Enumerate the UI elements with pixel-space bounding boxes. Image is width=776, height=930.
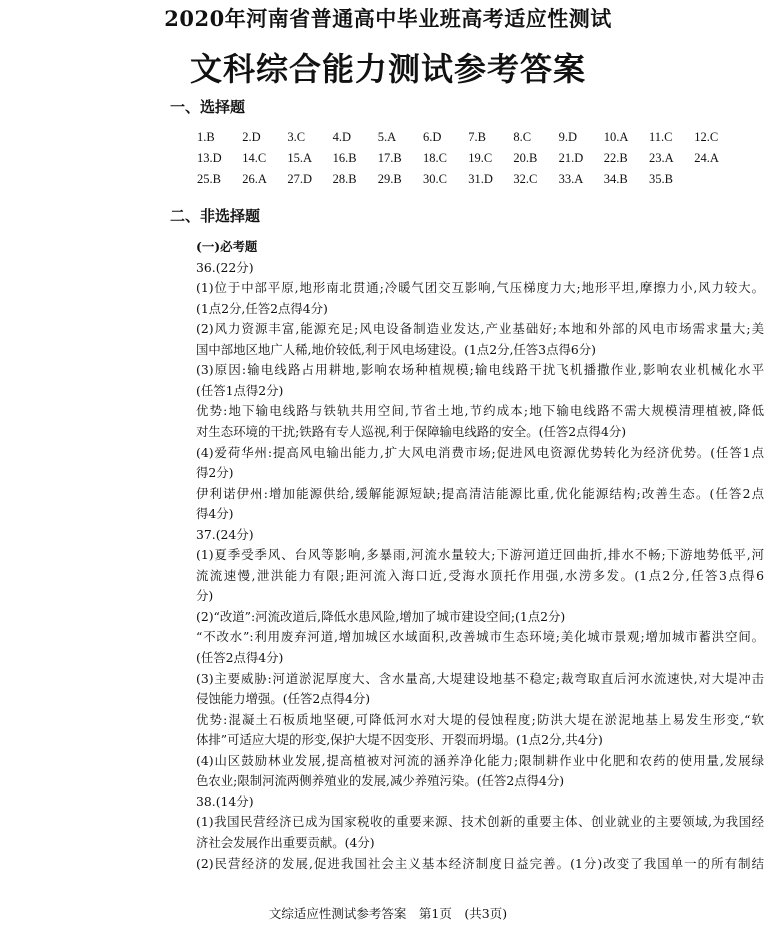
choice-answer: 9.D	[558, 130, 577, 144]
answer-line: 得2分)	[196, 465, 234, 481]
page-footer: 文综适应性测试参考答案 第1页 (共3页)	[268, 906, 508, 921]
answer-line: 优势:混凝土石板质地坚硬,可降低河水对大堤的侵蚀程度;防洪大堤在淤泥地基上易发生形变,“软	[196, 711, 764, 727]
choice-answer: 3.C	[287, 130, 306, 144]
answer-line: 38.(14分)	[196, 793, 254, 809]
exam-title: 2020年河南省普通高中毕业班高考适应性测试	[164, 6, 612, 31]
choice-answer: 5.A	[377, 130, 397, 144]
answer-line: (4)山区鼓励林业发展,提高植被对河流的涵养净化能力;限制耕作业中化肥和农药的使用量,发展绿	[196, 752, 764, 768]
choice-answer: 7.B	[468, 130, 486, 144]
choice-answer: 1.B	[197, 130, 215, 144]
answer-line: 37.(24分)	[196, 526, 254, 542]
answer-line: (1)我国民营经济已成为国家税收的重要来源、技术创新的重要主体、创业就业的主要领域,为我国经	[196, 814, 764, 830]
answer-line: (2)民营经济的发展,促进我国社会主义基本经济制度日益完善。(1分)改变了我国单一的所有制结	[196, 855, 764, 871]
answer-line: 对生态环境的干扰;铁路有专人巡视,利于保障输电线路的安全。(任答2点得4分)	[196, 423, 627, 439]
choice-answer: 26.A	[242, 172, 267, 186]
choice-answer: 11.C	[649, 130, 673, 144]
subsection-heading: (一)必考题	[196, 239, 258, 254]
choice-answer: 10.A	[603, 130, 629, 144]
answer-line: 体排”可适应大堤的形变,保护大堤不因变形、开裂而坍塌。(1点2分,共4分)	[196, 732, 603, 748]
answer-line: 得4分)	[196, 506, 234, 522]
choice-answer: 18.C	[423, 151, 447, 165]
choice-answer: 6.D	[423, 130, 442, 144]
choice-answer: 30.C	[423, 172, 447, 186]
choice-answer: 23.A	[649, 151, 674, 165]
answer-line: 流流速慢,泄洪能力有限;距河流入海口近,受海水顶托作用强,水涝多发。(1点2分,任答3点得6	[196, 567, 764, 583]
answer-line: 侵蚀能力增强。(任答2点得4分)	[196, 691, 371, 707]
answer-line: 36.(22分)	[196, 259, 254, 275]
choice-answer: 14.C	[242, 151, 267, 165]
answer-line: 济社会发展作出重要贡献。(4分)	[196, 834, 375, 850]
answer-line: (3)原因:输电线路占用耕地,影响农场种植规模;输电线路干扰飞机播撒作业,影响农业机械化水平	[196, 362, 764, 378]
answer-line: “不改水”:利用废弃河道,增加城区水域面积,改善城市生态环境;美化城市景观;增加城市蓄洪空间。	[196, 629, 764, 645]
answer-line: (2)“改道”:河流改道后,降低水患风险,增加了城市建设空间;(1点2分)	[196, 608, 566, 624]
choice-answer: 32.C	[513, 172, 538, 186]
choice-answer: 15.A	[287, 151, 313, 165]
answer-line: 伊利诺伊州:增加能源供给,缓解能源短缺;提高清洁能源比重,优化能源结构;改善生态。(任答2点	[196, 485, 764, 501]
choice-answer: 17.B	[377, 151, 402, 165]
section-heading-nonchoice: 二、非选择题	[170, 207, 261, 225]
choice-answer: 22.B	[603, 151, 628, 165]
choice-answer: 28.B	[332, 172, 357, 186]
choice-answer: 19.C	[468, 151, 493, 165]
choice-answer: 34.B	[603, 172, 628, 186]
answer-line: 分)	[196, 588, 214, 604]
answer-line: (3)主要威胁:河道淤泥厚度大、含水量高,大堤建设地基不稳定;裁弯取直后河水流速快,对大堤冲击	[196, 670, 764, 686]
answer-line: (1点2分,任答2点得4分)	[196, 300, 328, 316]
section-heading-choice: 一、选择题	[170, 98, 246, 116]
choice-answer: 29.B	[377, 172, 402, 186]
answer-line: 色农业;限制河流两侧养殖业的发展,减少养殖污染。(任答2点得4分)	[196, 773, 565, 789]
answer-line: (4)爱荷华州:提高风电输出能力,扩大风电消费市场;促进风电资源优势转化为经济优势。(任答1点	[196, 444, 764, 460]
choice-answer: 12.C	[694, 130, 719, 144]
choice-answer: 35.B	[649, 172, 673, 186]
choice-answer: 25.B	[197, 172, 221, 186]
answer-line: (2)风力资源丰富,能源充足;风电设备制造业发达,产业基础好;本地和外部的风电市场需求量大;美	[196, 321, 764, 337]
answer-key-title: 文科综合能力测试参考答案	[189, 50, 586, 88]
choice-answer: 4.D	[332, 130, 351, 144]
choice-answer: 21.D	[558, 151, 584, 165]
answer-line: (任答2点得4分)	[196, 650, 284, 665]
answer-line: (1)位于中部平原,地形南北贯通;冷暖气团交互影响,气压梯度力大;地形平坦,摩擦力小,风力较大。	[196, 280, 764, 296]
choice-answer: 24.A	[694, 151, 719, 165]
answer-line: 优势:地下输电线路与铁轨共用空间,节省土地,节约成本;地下输电线路不需大规模清理植被,降低	[196, 403, 764, 419]
choice-answer: 16.B	[332, 151, 357, 165]
choice-answer: 33.A	[558, 172, 584, 186]
answer-line: (1)夏季受季风、台风等影响,多暴雨,河流水量较大;下游河道迂回曲折,排水不畅;下游地势低平,河	[196, 547, 764, 563]
choice-answer: 2.D	[242, 130, 261, 144]
choice-answer: 8.C	[513, 130, 532, 144]
choice-answer: 27.D	[287, 172, 313, 186]
answer-line: (任答1点得2分)	[196, 382, 284, 398]
choice-answer: 13.D	[197, 151, 222, 165]
answer-line: 国中部地区地广人稀,地价较低,利于风电场建设。(1点2分,任答3点得6分)	[196, 341, 596, 357]
choice-answer: 31.D	[468, 172, 493, 186]
choice-answer: 20.B	[513, 151, 538, 165]
